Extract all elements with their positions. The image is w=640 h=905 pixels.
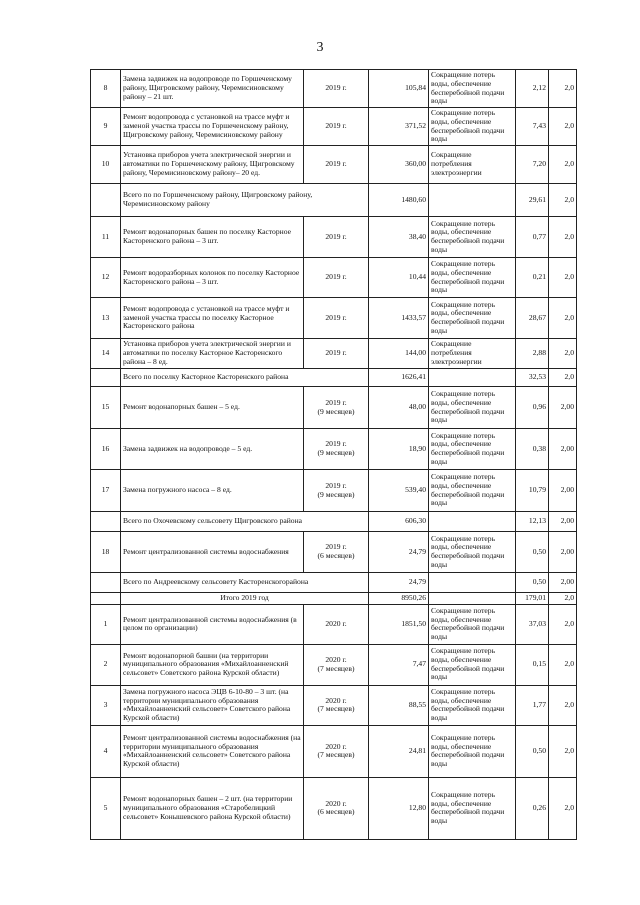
total-label: Всего по по Горшеченскому району, Щигровскому району, Черемисиновскому району	[121, 184, 369, 217]
measure-name: Ремонт водонапорных башен – 5 ед.	[121, 387, 304, 429]
sum-cell: 1433,57	[369, 298, 429, 339]
table-row	[91, 685, 577, 725]
percent-cell: 7,43	[516, 108, 549, 146]
coefficient-cell: 2,00	[549, 573, 577, 593]
coefficient-cell: 2,0	[549, 298, 577, 339]
sum-cell: 144,00	[369, 339, 429, 369]
total-label: Итого 2019 год	[121, 593, 369, 605]
measure-name: Замена задвижек на водопроводе – 5 ед.	[121, 429, 304, 470]
sum-cell: 1480,60	[369, 184, 429, 217]
effect-cell: Сокращение потребления электроэнергии	[429, 146, 516, 184]
year-cell: 2019 г. (9 месяцев)	[304, 387, 369, 429]
measure-name: Замена погружного насоса – 8 ед.	[121, 470, 304, 512]
subtotal-row	[91, 512, 577, 532]
percent-cell: 29,61	[516, 184, 549, 217]
coefficient-cell: 2,0	[549, 777, 577, 839]
percent-cell: 0,38	[516, 429, 549, 470]
coefficient-cell: 2,0	[549, 644, 577, 685]
effect-cell: Сокращение потерь воды, обеспечение бесперебойной подачи воды	[429, 298, 516, 339]
coefficient-cell: 2,00	[549, 532, 577, 573]
coefficient-cell: 2,0	[549, 369, 577, 387]
year-cell: 2019 г.	[304, 298, 369, 339]
subtotal-row	[91, 573, 577, 593]
year-cell: 2019 г.	[304, 217, 369, 258]
effect-cell: Сокращение потерь воды, обеспечение бесперебойной подачи воды	[429, 108, 516, 146]
percent-cell: 0,26	[516, 777, 549, 839]
table-row	[91, 146, 577, 184]
row-number: 14	[91, 339, 121, 369]
sum-cell: 48,00	[369, 387, 429, 429]
table-row	[91, 429, 577, 470]
effect-cell: Сокращение потерь воды, обеспечение бесперебойной подачи воды	[429, 777, 516, 839]
coefficient-cell: 2,0	[549, 685, 577, 725]
effect-cell: Сокращение потерь воды, обеспечение бесперебойной подачи воды	[429, 387, 516, 429]
percent-cell: 0,77	[516, 217, 549, 258]
sum-cell: 360,00	[369, 146, 429, 184]
sum-cell: 38,40	[369, 217, 429, 258]
table-row	[91, 532, 577, 573]
year-cell: 2020 г. (7 месяцев)	[304, 644, 369, 685]
coefficient-cell: 2,00	[549, 429, 577, 470]
sum-cell: 88,55	[369, 685, 429, 725]
percent-cell: 179,01	[516, 593, 549, 605]
year-cell: 2019 г.	[304, 146, 369, 184]
measure-name: Замена погружного насоса ЭЦВ 6-10-80 – 3 шт. (на территории муниципального образования «Михайлоанненский сельсовет» Советского района Курской области)	[121, 685, 304, 725]
coefficient-cell: 2,0	[549, 146, 577, 184]
percent-cell: 12,13	[516, 512, 549, 532]
coefficient-cell: 2,00	[549, 387, 577, 429]
percent-cell: 0,15	[516, 644, 549, 685]
effect-cell: Сокращение потерь воды, обеспечение бесперебойной подачи воды	[429, 725, 516, 777]
percent-cell: 0,21	[516, 258, 549, 298]
row-number: 16	[91, 429, 121, 470]
measure-name: Ремонт централизованной системы водоснабжения	[121, 532, 304, 573]
empty-cell	[429, 184, 516, 217]
measure-name: Ремонт централизованной системы водоснабжения (в целом по организации)	[121, 604, 304, 644]
table-row	[91, 470, 577, 512]
effect-cell: Сокращение потерь воды, обеспечение бесперебойной подачи воды	[429, 644, 516, 685]
percent-cell: 32,53	[516, 369, 549, 387]
coefficient-cell: 2,0	[549, 258, 577, 298]
table-row	[91, 604, 577, 644]
empty-cell	[91, 184, 121, 217]
measure-name: Ремонт водопровода с установкой на трассе муфт и заменой участка трассы по поселку Касторное Касторенского района	[121, 298, 304, 339]
percent-cell: 0,50	[516, 573, 549, 593]
effect-cell: Сокращение потерь воды, обеспечение бесперебойной подачи воды	[429, 470, 516, 512]
investment-program-table	[90, 69, 577, 840]
year-cell: 2020 г. (7 месяцев)	[304, 685, 369, 725]
sum-cell: 539,40	[369, 470, 429, 512]
measure-name: Ремонт водонапорной башни (на территории муниципального образования «Михайлоанненский сельсовет» Советского района Курской области)	[121, 644, 304, 685]
effect-cell: Сокращение потерь воды, обеспечение бесперебойной подачи воды	[429, 429, 516, 470]
total-label: Всего по Охочевскому сельсовету Щигровского района	[121, 512, 369, 532]
year-cell: 2019 г. (9 месяцев)	[304, 470, 369, 512]
coefficient-cell: 2,0	[549, 339, 577, 369]
table-row	[91, 725, 577, 777]
row-number: 11	[91, 217, 121, 258]
percent-cell: 1,77	[516, 685, 549, 725]
row-number: 5	[91, 777, 121, 839]
measure-name: Ремонт централизованной системы водоснабжения (на территории муниципального образования «Михайлоанненский сельсовет» Советского района Курской области)	[121, 725, 304, 777]
year-cell: 2020 г. (6 месяцев)	[304, 777, 369, 839]
sum-cell: 24,79	[369, 532, 429, 573]
sum-cell: 24,79	[369, 573, 429, 593]
effect-cell: Сокращение потребления электроэнергии	[429, 339, 516, 369]
effect-cell: Сокращение потерь воды, обеспечение бесперебойной подачи воды	[429, 685, 516, 725]
sum-cell: 105,84	[369, 70, 429, 108]
sum-cell: 10,44	[369, 258, 429, 298]
table-row	[91, 217, 577, 258]
row-number: 10	[91, 146, 121, 184]
coefficient-cell: 2,0	[549, 70, 577, 108]
total-label: Всего по поселку Касторное Касторенского района	[121, 369, 369, 387]
sum-cell: 606,30	[369, 512, 429, 532]
coefficient-cell: 2,00	[549, 512, 577, 532]
table-row	[91, 777, 577, 839]
percent-cell: 7,20	[516, 146, 549, 184]
sum-cell: 1626,41	[369, 369, 429, 387]
year-cell: 2019 г.	[304, 339, 369, 369]
effect-cell: Сокращение потерь воды, обеспечение бесперебойной подачи воды	[429, 258, 516, 298]
row-number: 2	[91, 644, 121, 685]
effect-cell: Сокращение потерь воды, обеспечение бесперебойной подачи воды	[429, 532, 516, 573]
measure-name: Ремонт водопровода с установкой на трассе муфт и заменой участка трассы по Горшеченскому району, Щигровскому району, Черемисиновскому району	[121, 108, 304, 146]
measure-name: Ремонт водоразборных колонок по поселку Касторное Касторенского района – 3 шт.	[121, 258, 304, 298]
coefficient-cell: 2,0	[549, 593, 577, 605]
year-cell: 2019 г. (9 месяцев)	[304, 429, 369, 470]
sum-cell: 18,90	[369, 429, 429, 470]
percent-cell: 37,03	[516, 604, 549, 644]
table-row	[91, 339, 577, 369]
coefficient-cell: 2,00	[549, 470, 577, 512]
empty-cell	[91, 512, 121, 532]
percent-cell: 28,67	[516, 298, 549, 339]
row-number: 12	[91, 258, 121, 298]
sum-cell: 371,52	[369, 108, 429, 146]
year-cell: 2019 г.	[304, 70, 369, 108]
percent-cell: 0,96	[516, 387, 549, 429]
empty-cell	[91, 593, 121, 605]
row-number: 1	[91, 604, 121, 644]
sum-cell: 8950,26	[369, 593, 429, 605]
percent-cell: 0,50	[516, 532, 549, 573]
table-body	[91, 70, 577, 840]
empty-cell	[91, 369, 121, 387]
coefficient-cell: 2,0	[549, 604, 577, 644]
year-cell: 2020 г.	[304, 604, 369, 644]
year-cell: 2019 г.	[304, 108, 369, 146]
total-label: Всего по Андреевскому сельсовету Касторенскогорайона	[121, 573, 369, 593]
coefficient-cell: 2,0	[549, 184, 577, 217]
table-row	[91, 644, 577, 685]
percent-cell: 2,12	[516, 70, 549, 108]
effect-cell: Сокращение потерь воды, обеспечение бесперебойной подачи воды	[429, 70, 516, 108]
sum-cell: 24,81	[369, 725, 429, 777]
empty-cell	[429, 512, 516, 532]
subtotal-row	[91, 184, 577, 217]
empty-cell	[429, 593, 516, 605]
year-cell: 2020 г. (7 месяцев)	[304, 725, 369, 777]
measure-name: Установка приборов учета электрической энергии и автоматики по поселку Касторное Касторенского района – 8 ед.	[121, 339, 304, 369]
measure-name: Ремонт водонапорных башен по поселку Касторное Касторенского района – 3 шт.	[121, 217, 304, 258]
sum-cell: 7,47	[369, 644, 429, 685]
coefficient-cell: 2,0	[549, 108, 577, 146]
coefficient-cell: 2,0	[549, 725, 577, 777]
empty-cell	[91, 573, 121, 593]
row-number: 9	[91, 108, 121, 146]
effect-cell: Сокращение потерь воды, обеспечение бесперебойной подачи воды	[429, 604, 516, 644]
year-cell: 2019 г.	[304, 258, 369, 298]
measure-name: Ремонт водонапорных башен – 2 шт. (на территории муниципального образования «Старобелицкий сельсовет» Конышевского района Курской области)	[121, 777, 304, 839]
coefficient-cell: 2,0	[549, 217, 577, 258]
row-number: 4	[91, 725, 121, 777]
year-cell: 2019 г. (6 месяцев)	[304, 532, 369, 573]
table-row	[91, 298, 577, 339]
page-number: 3	[316, 40, 324, 55]
grand-total-row	[91, 593, 577, 605]
measure-name: Замена задвижек на водопроводе по Горшеченскому району, Щигровскому району, Черемисиновскому району – 21 шт.	[121, 70, 304, 108]
row-number: 3	[91, 685, 121, 725]
percent-cell: 10,79	[516, 470, 549, 512]
measure-name: Установка приборов учета электрической энергии и автоматики по Горшеченскому району, Щигровскому району, Черемисиновскому району– 20 ед.	[121, 146, 304, 184]
row-number: 13	[91, 298, 121, 339]
sum-cell: 12,80	[369, 777, 429, 839]
empty-cell	[429, 369, 516, 387]
table-row	[91, 70, 577, 108]
table-row	[91, 387, 577, 429]
subtotal-row	[91, 369, 577, 387]
sum-cell: 1851,50	[369, 604, 429, 644]
row-number: 15	[91, 387, 121, 429]
percent-cell: 0,50	[516, 725, 549, 777]
row-number: 17	[91, 470, 121, 512]
effect-cell: Сокращение потерь воды, обеспечение бесперебойной подачи воды	[429, 217, 516, 258]
percent-cell: 2,88	[516, 339, 549, 369]
table-row	[91, 108, 577, 146]
table-row	[91, 258, 577, 298]
row-number: 8	[91, 70, 121, 108]
empty-cell	[429, 573, 516, 593]
row-number: 18	[91, 532, 121, 573]
